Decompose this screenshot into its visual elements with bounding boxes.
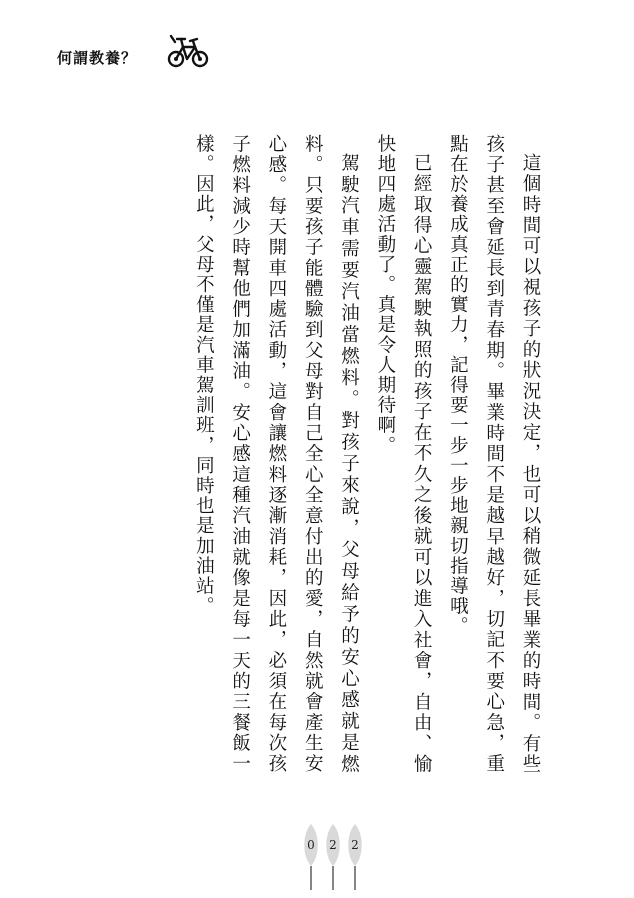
paragraph: 已經取得心靈駕駛執照的孩子在不久之後就可以進入社會，自由、愉快地四處活動了。真是令人期待啊。 [374, 134, 433, 774]
page-digit: 2 [329, 838, 337, 852]
page-digit: 0 [307, 838, 315, 852]
leaf-icon [348, 824, 362, 890]
body-text [193, 134, 548, 774]
paragraph: 這個時間可以視孩子的狀況決定，也可以稍微延長畢業的時間。有些孩子甚至會延長到青春期。畢業時間不是越早越好，切記不要心急，重點在於養成真正的實力，記得要一步一步地親切指導哦。 [447, 134, 541, 774]
page-number [298, 820, 368, 892]
leaf-icon [326, 824, 340, 890]
chapter-title: 何謂教養？ [57, 48, 138, 67]
leaf-icon [304, 824, 318, 890]
running-header [57, 44, 137, 70]
tricycle-icon [165, 33, 211, 69]
page-digit: 2 [351, 838, 359, 852]
paragraph: 駕駛汽車需要汽油當燃料。對孩子來說，父母給予的安心感就是燃料。只要孩子能體驗到父母對自己全心全意付出的愛，自然就會產生安心感。每天開車四處活動，這會讓燃料逐漸消耗，因此，必須在每次孩子燃料減少時幫他們加滿油。安心感這種汽油就像是每一天的三餐飯一樣。因此，父母不僅是汽車駕訓班，同時也是加油站。 [193, 134, 360, 774]
